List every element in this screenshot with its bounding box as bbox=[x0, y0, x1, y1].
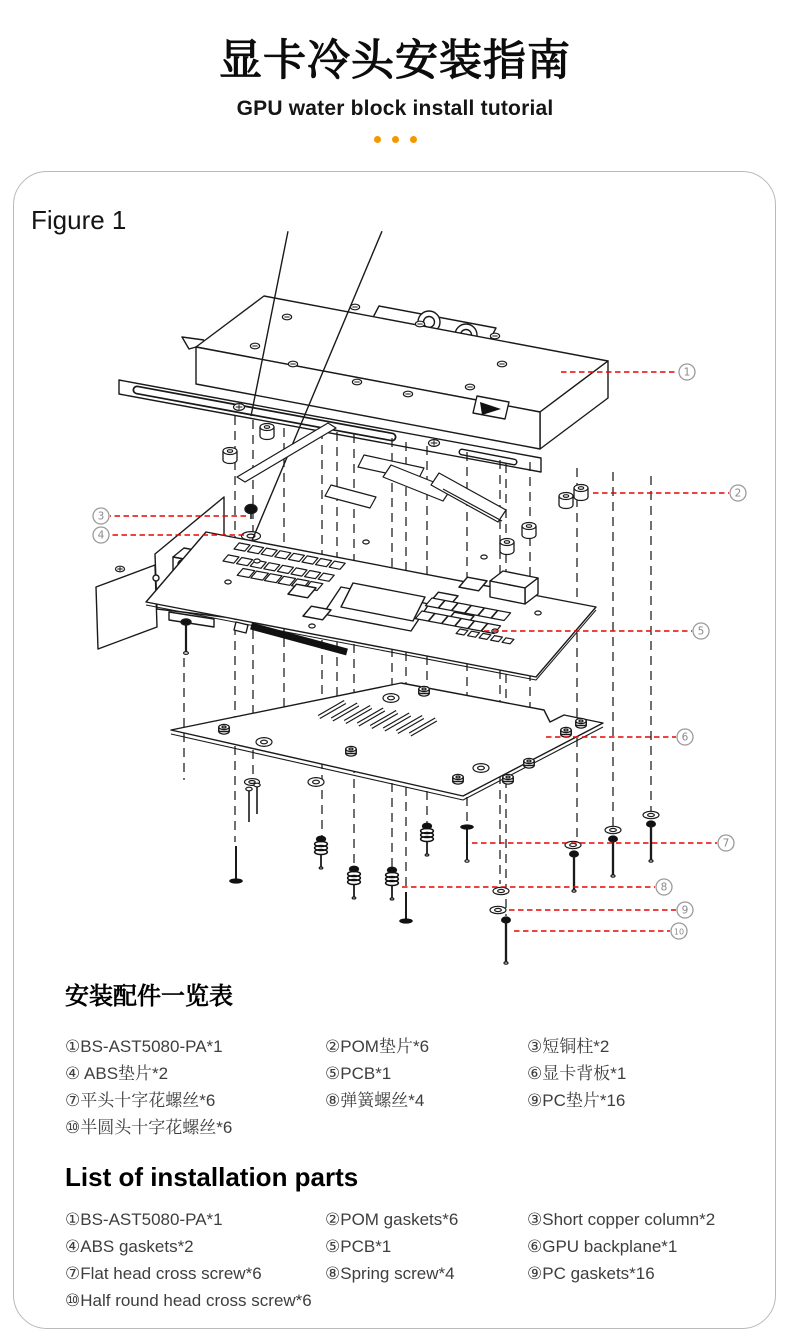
part-item: ②POM垫片*6 bbox=[325, 1037, 430, 1056]
svg-text:6: 6 bbox=[681, 731, 689, 744]
svg-text:8: 8 bbox=[660, 881, 668, 894]
screws-and-gaskets bbox=[229, 779, 659, 965]
dot-icon bbox=[392, 136, 399, 143]
svg-text:2: 2 bbox=[734, 487, 742, 500]
part-item: ①BS-AST5080-PA*1 bbox=[65, 1210, 223, 1229]
part-item: ①BS-AST5080-PA*1 bbox=[65, 1037, 223, 1056]
parts-list-zh bbox=[65, 976, 747, 1137]
part-item: ③Short copper column*2 bbox=[527, 1210, 716, 1229]
part-item: ⑧弹簧螺丝*4 bbox=[325, 1091, 425, 1110]
svg-text:7: 7 bbox=[722, 837, 730, 850]
part-item: ⑤PCB*1 bbox=[325, 1064, 392, 1083]
part-item: ⑩Half round head cross screw*6 bbox=[65, 1291, 312, 1310]
exploded-diagram bbox=[14, 230, 777, 974]
water-block bbox=[119, 296, 608, 472]
dot-icon bbox=[410, 136, 417, 143]
part-item: ⑥显卡背板*1 bbox=[527, 1064, 627, 1083]
dot-icon bbox=[374, 136, 381, 143]
accent-dots bbox=[0, 136, 790, 143]
svg-text:3: 3 bbox=[97, 510, 105, 523]
parts-grid-zh bbox=[65, 1037, 747, 1137]
parts-list-en-heading: List of installation parts bbox=[65, 1162, 359, 1192]
figure-label: Figure 1 bbox=[31, 205, 127, 235]
parts-list-zh-heading: 安装配件一览表 bbox=[65, 983, 233, 1010]
svg-text:5: 5 bbox=[697, 625, 705, 638]
part-item: ③短铜柱*2 bbox=[527, 1037, 610, 1056]
page-header bbox=[0, 0, 790, 143]
part-item: ⑥GPU backplane*1 bbox=[527, 1237, 678, 1256]
svg-text:10: 10 bbox=[673, 927, 685, 937]
part-item: ⑦Flat head cross screw*6 bbox=[65, 1264, 262, 1283]
figure-panel bbox=[13, 171, 776, 1329]
svg-text:4: 4 bbox=[97, 529, 105, 542]
part-item: ⑧Spring screw*4 bbox=[325, 1264, 455, 1283]
callout-9 bbox=[509, 902, 693, 918]
part-item: ⑩半圆头十字花螺丝*6 bbox=[65, 1118, 233, 1137]
part-item: ④ ABS垫片*2 bbox=[65, 1064, 169, 1083]
part-item: ④ABS gaskets*2 bbox=[65, 1237, 194, 1256]
svg-text:9: 9 bbox=[681, 904, 689, 917]
part-item: ⑨PC垫片*16 bbox=[527, 1091, 626, 1110]
part-item: ②POM gaskets*6 bbox=[325, 1210, 459, 1229]
callout-10 bbox=[514, 923, 687, 939]
gpu-backplane bbox=[171, 683, 603, 800]
parts-list-en bbox=[65, 1162, 747, 1310]
callout-7 bbox=[472, 835, 734, 851]
part-item: ⑦平头十字花螺丝*6 bbox=[65, 1091, 216, 1110]
parts-grid-en bbox=[65, 1210, 747, 1310]
part-item: ⑤PCB*1 bbox=[325, 1237, 392, 1256]
callout-8 bbox=[402, 879, 672, 895]
page-title: 显卡冷头安装指南 bbox=[219, 37, 571, 85]
svg-text:1: 1 bbox=[683, 366, 691, 379]
page-subtitle: GPU water block install tutorial bbox=[236, 97, 554, 120]
pcb bbox=[146, 532, 596, 680]
callout-2 bbox=[593, 485, 746, 501]
part-item: ⑨PC gaskets*16 bbox=[527, 1264, 655, 1283]
